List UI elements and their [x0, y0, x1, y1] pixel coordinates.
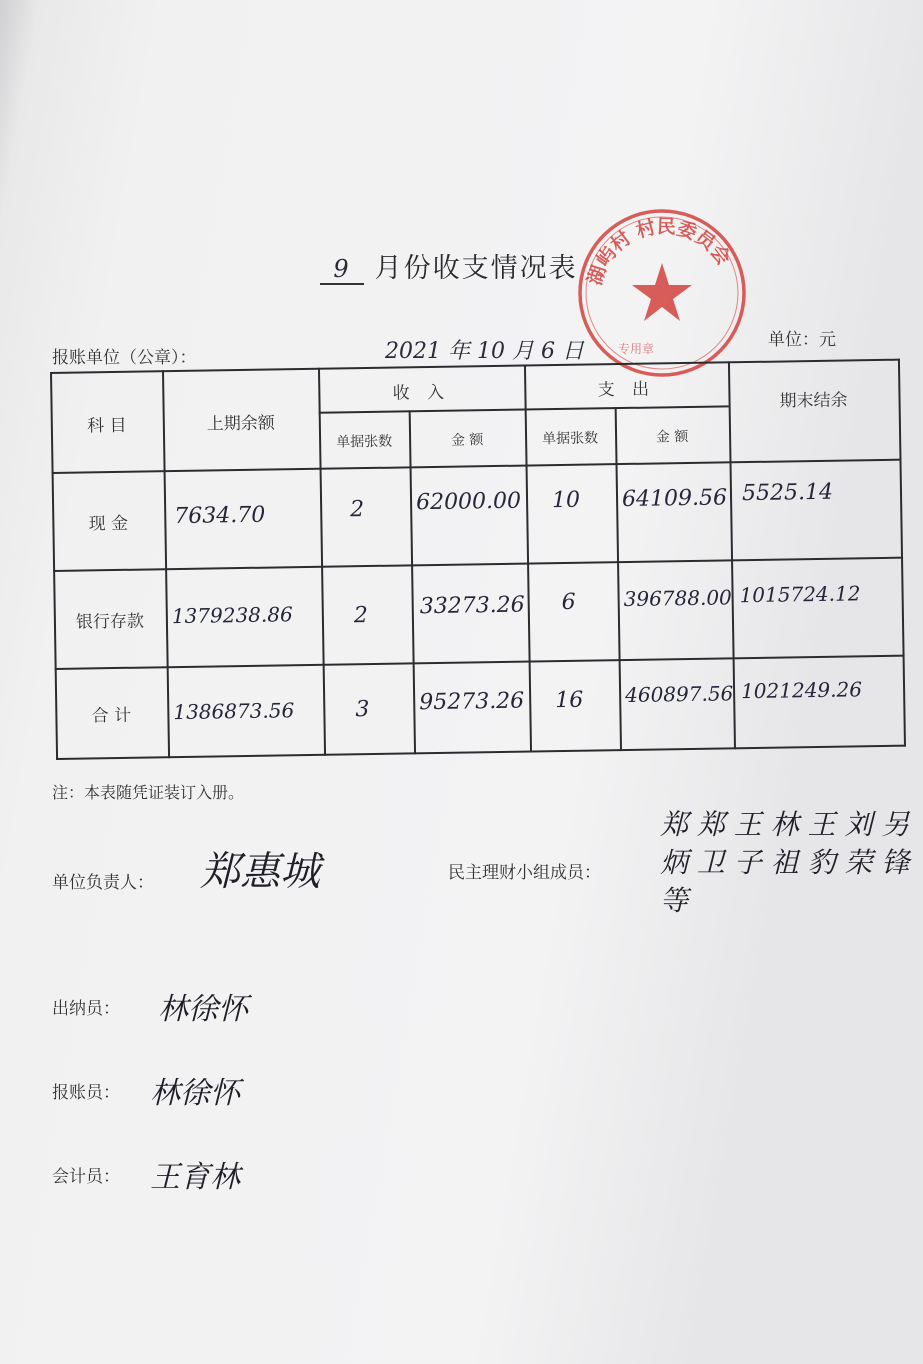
header-expense-voucher-count: 单据张数: [541, 430, 599, 448]
cashier-label: 出纳员：: [52, 999, 120, 1019]
header-previous-balance: 上期余额: [206, 413, 275, 435]
row-total-income-count: 3: [355, 697, 370, 723]
header-income-amount: 金 额: [450, 432, 484, 449]
committee-label: 民主理财小组成员：: [448, 863, 601, 883]
row-bank-previous-balance: 1379238.86: [171, 602, 293, 629]
row-bank-expense-amount: 396788.00: [623, 585, 732, 612]
official-seal-stamp: [572, 205, 752, 380]
svg-text:湖屿村 村民委员会: 湖屿村 村民委员会: [583, 215, 735, 288]
row-cash-previous-balance: 7634.70: [174, 502, 266, 530]
header-expense: 支 出: [597, 379, 656, 401]
title-text: 月份收支情况表: [374, 253, 578, 284]
row-cash-income-count: 2: [350, 497, 365, 523]
finance-table: [50, 359, 906, 760]
row-cash-expense-amount: 64109.56: [621, 485, 728, 513]
title-month-number: 9: [320, 255, 364, 285]
header-expense-amount: 金 额: [655, 428, 689, 446]
row-bank-income-count: 2: [353, 603, 369, 629]
page-title: [320, 246, 578, 285]
note-text: 注：本表随凭证装订入册。: [52, 783, 245, 802]
accountant-signature: 王育林: [150, 1160, 240, 1195]
row-total-ending-balance: 1021249.26: [740, 677, 863, 704]
svg-text:专用章: 专用章: [618, 342, 655, 356]
header-income-voucher-count: 单据张数: [336, 433, 393, 451]
header-income: 收 入: [392, 382, 451, 404]
accountant-label: 会计员：: [52, 1167, 120, 1187]
row-bank-income-amount: 33273.26: [419, 592, 525, 620]
cashier-signature: 林徐怀: [158, 992, 248, 1027]
row-cash-income-amount: 62000.00: [415, 488, 522, 516]
row-total-previous-balance: 1386873.56: [173, 698, 295, 725]
unit-head-label: 单位负责人：: [52, 873, 154, 893]
unit-label: 单位：元: [768, 330, 836, 350]
row-bank-ending-balance: 1015724.12: [739, 581, 861, 608]
header-ending-balance: 期末结余: [779, 390, 848, 412]
row-total-income-amount: 95273.26: [419, 688, 525, 716]
unit-head-signature: 郑惠城: [200, 849, 320, 895]
row-total-subject: 合 计: [91, 705, 132, 727]
row-total-expense-count: 16: [555, 687, 584, 714]
row-cash-ending-balance: 5525.14: [741, 479, 834, 507]
reporter-label: 报账员：: [52, 1083, 120, 1103]
header-subject: 科 目: [86, 415, 127, 437]
row-bank-subject: 银行存款: [75, 611, 145, 633]
committee-signatures: 郑 郑 王 林 王 刘 另 炳 卫 子 祖 豹 荣 锋 等: [660, 808, 910, 917]
row-cash-expense-count: 10: [551, 487, 581, 514]
row-cash-subject: 现 金: [88, 513, 129, 535]
row-bank-expense-count: 6: [561, 589, 576, 615]
report-date: 2021 年 10 月 6 日: [385, 339, 584, 364]
reporter-signature: 林徐怀: [150, 1076, 240, 1111]
reporting-unit-label: 报账单位（公章）：: [52, 348, 197, 368]
row-total-expense-amount: 460897.56: [624, 681, 734, 708]
